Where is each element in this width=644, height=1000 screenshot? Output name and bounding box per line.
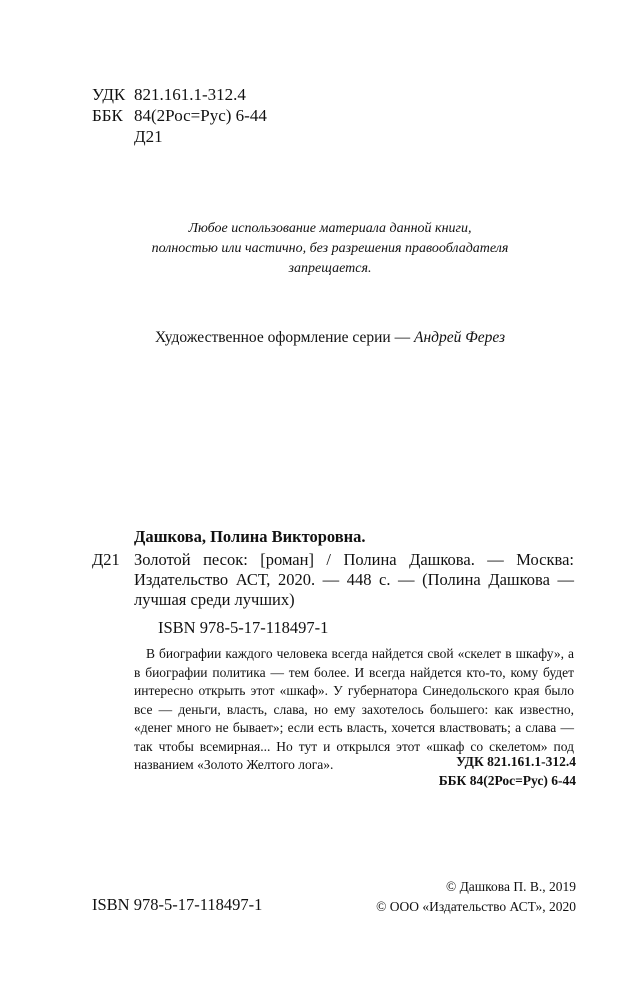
rights-notice-line: запрещается. xyxy=(288,261,372,276)
udk-label: УДК xyxy=(92,85,126,104)
catalog-author-heading: Дашкова, Полина Викторовна. xyxy=(134,527,366,546)
annotation-text: В биографии каждого человека всегда найдется свой «скелет в шкафу», а в биографии политика — тем более. И всегда найдется кто-то, кому будет интересно открыть этот «шкаф». У губернатора Синедольского края было все — деньги, власть, слава, но ему захотелось большего: как известно, «денег много не бывает»; если есть власть, хочется властвовать; а слава — так чтобы всемирная... Но тут и открылся этот «шкаф со скелетом» под названием «Золото Желтого лога». xyxy=(134,646,574,772)
copyright-author: © Дашкова П. В., 2019 xyxy=(445,879,576,894)
bbk-label: ББК xyxy=(92,106,123,125)
catalog-bbk: ББК 84(2Рос=Рус) 6-44 xyxy=(438,773,576,788)
udk-value: 821.161.1-312.4 xyxy=(134,85,246,104)
catalog-isbn: ISBN 978-5-17-118497-1 xyxy=(158,618,329,637)
copyright-publisher: © ООО «Издательство АСТ», 2020 xyxy=(376,899,576,914)
catalog-udk: УДК 821.161.1-312.4 xyxy=(456,754,576,769)
series-design-credit xyxy=(100,329,560,347)
classification-header xyxy=(92,84,267,147)
series-design-label: Художественное оформление серии — xyxy=(154,329,414,346)
catalog-code: Д21 xyxy=(92,550,120,569)
udk-row xyxy=(92,84,267,105)
bbk-row xyxy=(92,105,267,126)
catalog-classification xyxy=(300,752,576,790)
rights-notice-line: полностью или частично, без разрешения правообладателя xyxy=(151,241,509,256)
author-mark: Д21 xyxy=(134,127,163,146)
rights-notice xyxy=(130,219,530,279)
catalog-main-entry: Золотой песок: [роман] / Полина Дашкова. — Москва: Издательство АСТ, 2020. — 448 с. — (Полина Дашкова — лучшая среди лучших) xyxy=(134,550,574,609)
bbk-value: 84(2Рос=Рус) 6-44 xyxy=(134,106,267,125)
copyright-block xyxy=(300,877,576,917)
footer-isbn: ISBN 978-5-17-118497-1 xyxy=(92,895,263,914)
series-designer-name: Андрей Ферез xyxy=(413,329,506,346)
rights-notice-line: Любое использование материала данной книги, xyxy=(188,221,472,236)
